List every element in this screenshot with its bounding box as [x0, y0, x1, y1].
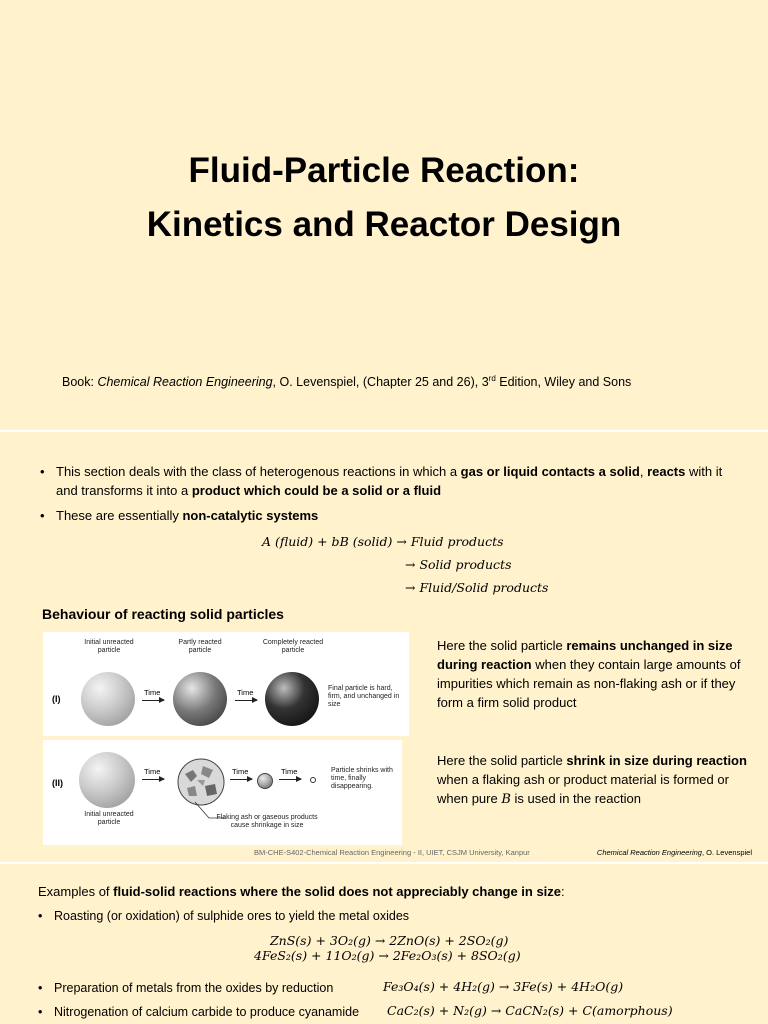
equation-line-1: A (fluid) + bB (solid) → Fluid products [262, 534, 504, 549]
arrow-right-icon [142, 779, 164, 780]
sphere-partly [173, 672, 227, 726]
equation-zns: ZnS(s) + 3O₂(g) → 2ZnO(s) + 2SO₂(g) [270, 933, 509, 948]
nitrogenation-text: Nitrogenation of calcium carbide to produce cyanamide [54, 1005, 360, 1019]
d2-a: Here the solid particle [437, 753, 567, 768]
description-shrinking [437, 751, 747, 809]
arrow-right-icon [279, 779, 301, 780]
note-final-particle: Final particle is hard, firm, and unchanged in size [328, 685, 400, 708]
footer-author: , O. Levenspiel [701, 848, 752, 857]
label-flaking: Flaking ash or gaseous products cause shrinkage in size [216, 814, 318, 829]
slide-title [0, 144, 768, 252]
intro-a: Examples of [38, 884, 114, 899]
arrow-right-icon [142, 700, 164, 701]
figure-unchanged-size [43, 632, 409, 736]
b2-b: non-catalytic systems [182, 508, 319, 523]
examples-intro [38, 884, 758, 899]
book-mid: , O. Levenspiel, (Chapter 25 and 26), 3 [272, 375, 489, 390]
footer-reference [597, 848, 752, 857]
title-line-1: Fluid-Particle Reaction: [188, 151, 580, 190]
b1-a: This section deals with the class of heterogenous reactions in which a [56, 464, 461, 479]
b1-c: , [639, 464, 648, 479]
figure-label-I: (I) [52, 694, 61, 704]
equation-line-2: → Solid products [405, 557, 512, 572]
sphere-unreacted [79, 752, 135, 808]
bullet-roasting [38, 907, 738, 926]
bullet-dot: • [38, 1005, 43, 1019]
bullet-heterogenous [40, 462, 740, 500]
title-line-2: Kinetics and Reactor Design [146, 205, 622, 244]
equation-line-3: → Fluid/Solid products [405, 580, 549, 595]
roasting-text: Roasting (or oxidation) of sulphide ores to yield the metal oxides [54, 909, 410, 923]
d2-d: is used in the reaction [510, 791, 641, 806]
b2-a: These are essentially [56, 508, 183, 523]
figure-label-II: (II) [52, 778, 63, 788]
sphere-unreacted [81, 672, 135, 726]
time-label: Time [144, 767, 161, 776]
book-sup: rd [488, 374, 496, 383]
sphere-complete [265, 672, 319, 726]
d2-c: when a flaking ash or product material is formed or when pure [437, 772, 729, 806]
intro-b: fluid-solid reactions where the solid does not appreciably change in size [113, 884, 562, 899]
intro-slide [0, 432, 768, 862]
footer-course: BM-CHE-S402-Chemical Reaction Engineering - II, UIET, CSJM University, Kanpur [254, 848, 530, 857]
section-heading: Behaviour of reacting solid particles [42, 606, 284, 622]
d2-var: B [501, 792, 511, 807]
bullet-dot: • [38, 909, 43, 923]
description-unchanged [437, 636, 747, 712]
equation-fe3o4: Fe₃O₄(s) + 4H₂(g) → 3Fe(s) + 4H₂O(g) [383, 979, 624, 994]
time-label: Time [232, 767, 249, 776]
footer-book: Chemical Reaction Engineering [596, 848, 702, 857]
b1-e: with it and transforms it into a [56, 464, 723, 498]
b1-b: gas or liquid contacts a solid [460, 464, 640, 479]
d2-b: shrink in size during reaction [566, 753, 747, 768]
arrow-right-icon [230, 779, 252, 780]
bullet-dot: • [40, 464, 45, 479]
book-title: Chemical Reaction Engineering [97, 375, 273, 390]
book-reference [62, 374, 631, 389]
small-sphere [257, 773, 273, 789]
bullet-noncatalytic [40, 506, 740, 525]
b1-f: product which could be a solid or a fluid [191, 483, 442, 498]
title-slide [0, 0, 768, 430]
label-partly: Partly reacted particle [178, 639, 222, 654]
label-initial: Initial unreacted particle [84, 639, 134, 654]
tiny-sphere [310, 777, 316, 783]
time-label: Time [237, 688, 254, 697]
b1-d: reacts [647, 464, 686, 479]
label-complete: Completely reacted particle [262, 639, 324, 654]
time-label: Time [144, 688, 161, 697]
d1-a: Here the solid particle [437, 638, 567, 653]
equation-fes2: 4FeS₂(s) + 11O₂(g) → 2Fe₂O₃(s) + 8SO₂(g) [254, 948, 521, 963]
reduction-text: Preparation of metals from the oxides by reduction [54, 981, 334, 995]
figure-shrinking-size [43, 740, 402, 845]
book-prefix: Book: [62, 375, 98, 390]
label-initial: Initial unreacted particle [84, 811, 134, 826]
equation-cac2: CaC₂(s) + N₂(g) → CaCN₂(s) + C(amorphous) [387, 1003, 673, 1018]
bullet-dot: • [38, 981, 43, 995]
book-suffix: Edition, Wiley and Sons [495, 375, 632, 390]
arrow-right-icon [235, 700, 257, 701]
d1-c: when they contain large amounts of impurities which remain as non-flaking ash or if they form a firm solid product [437, 657, 741, 710]
note-particle-shrinks: Particle shrinks with time, finally disappearing. [331, 767, 393, 790]
examples-slide [0, 864, 768, 1024]
intro-c: : [561, 884, 565, 899]
d1-b: remains unchanged in size during reaction [437, 638, 733, 672]
bullet-dot: • [40, 508, 45, 523]
time-label: Time [281, 767, 298, 776]
